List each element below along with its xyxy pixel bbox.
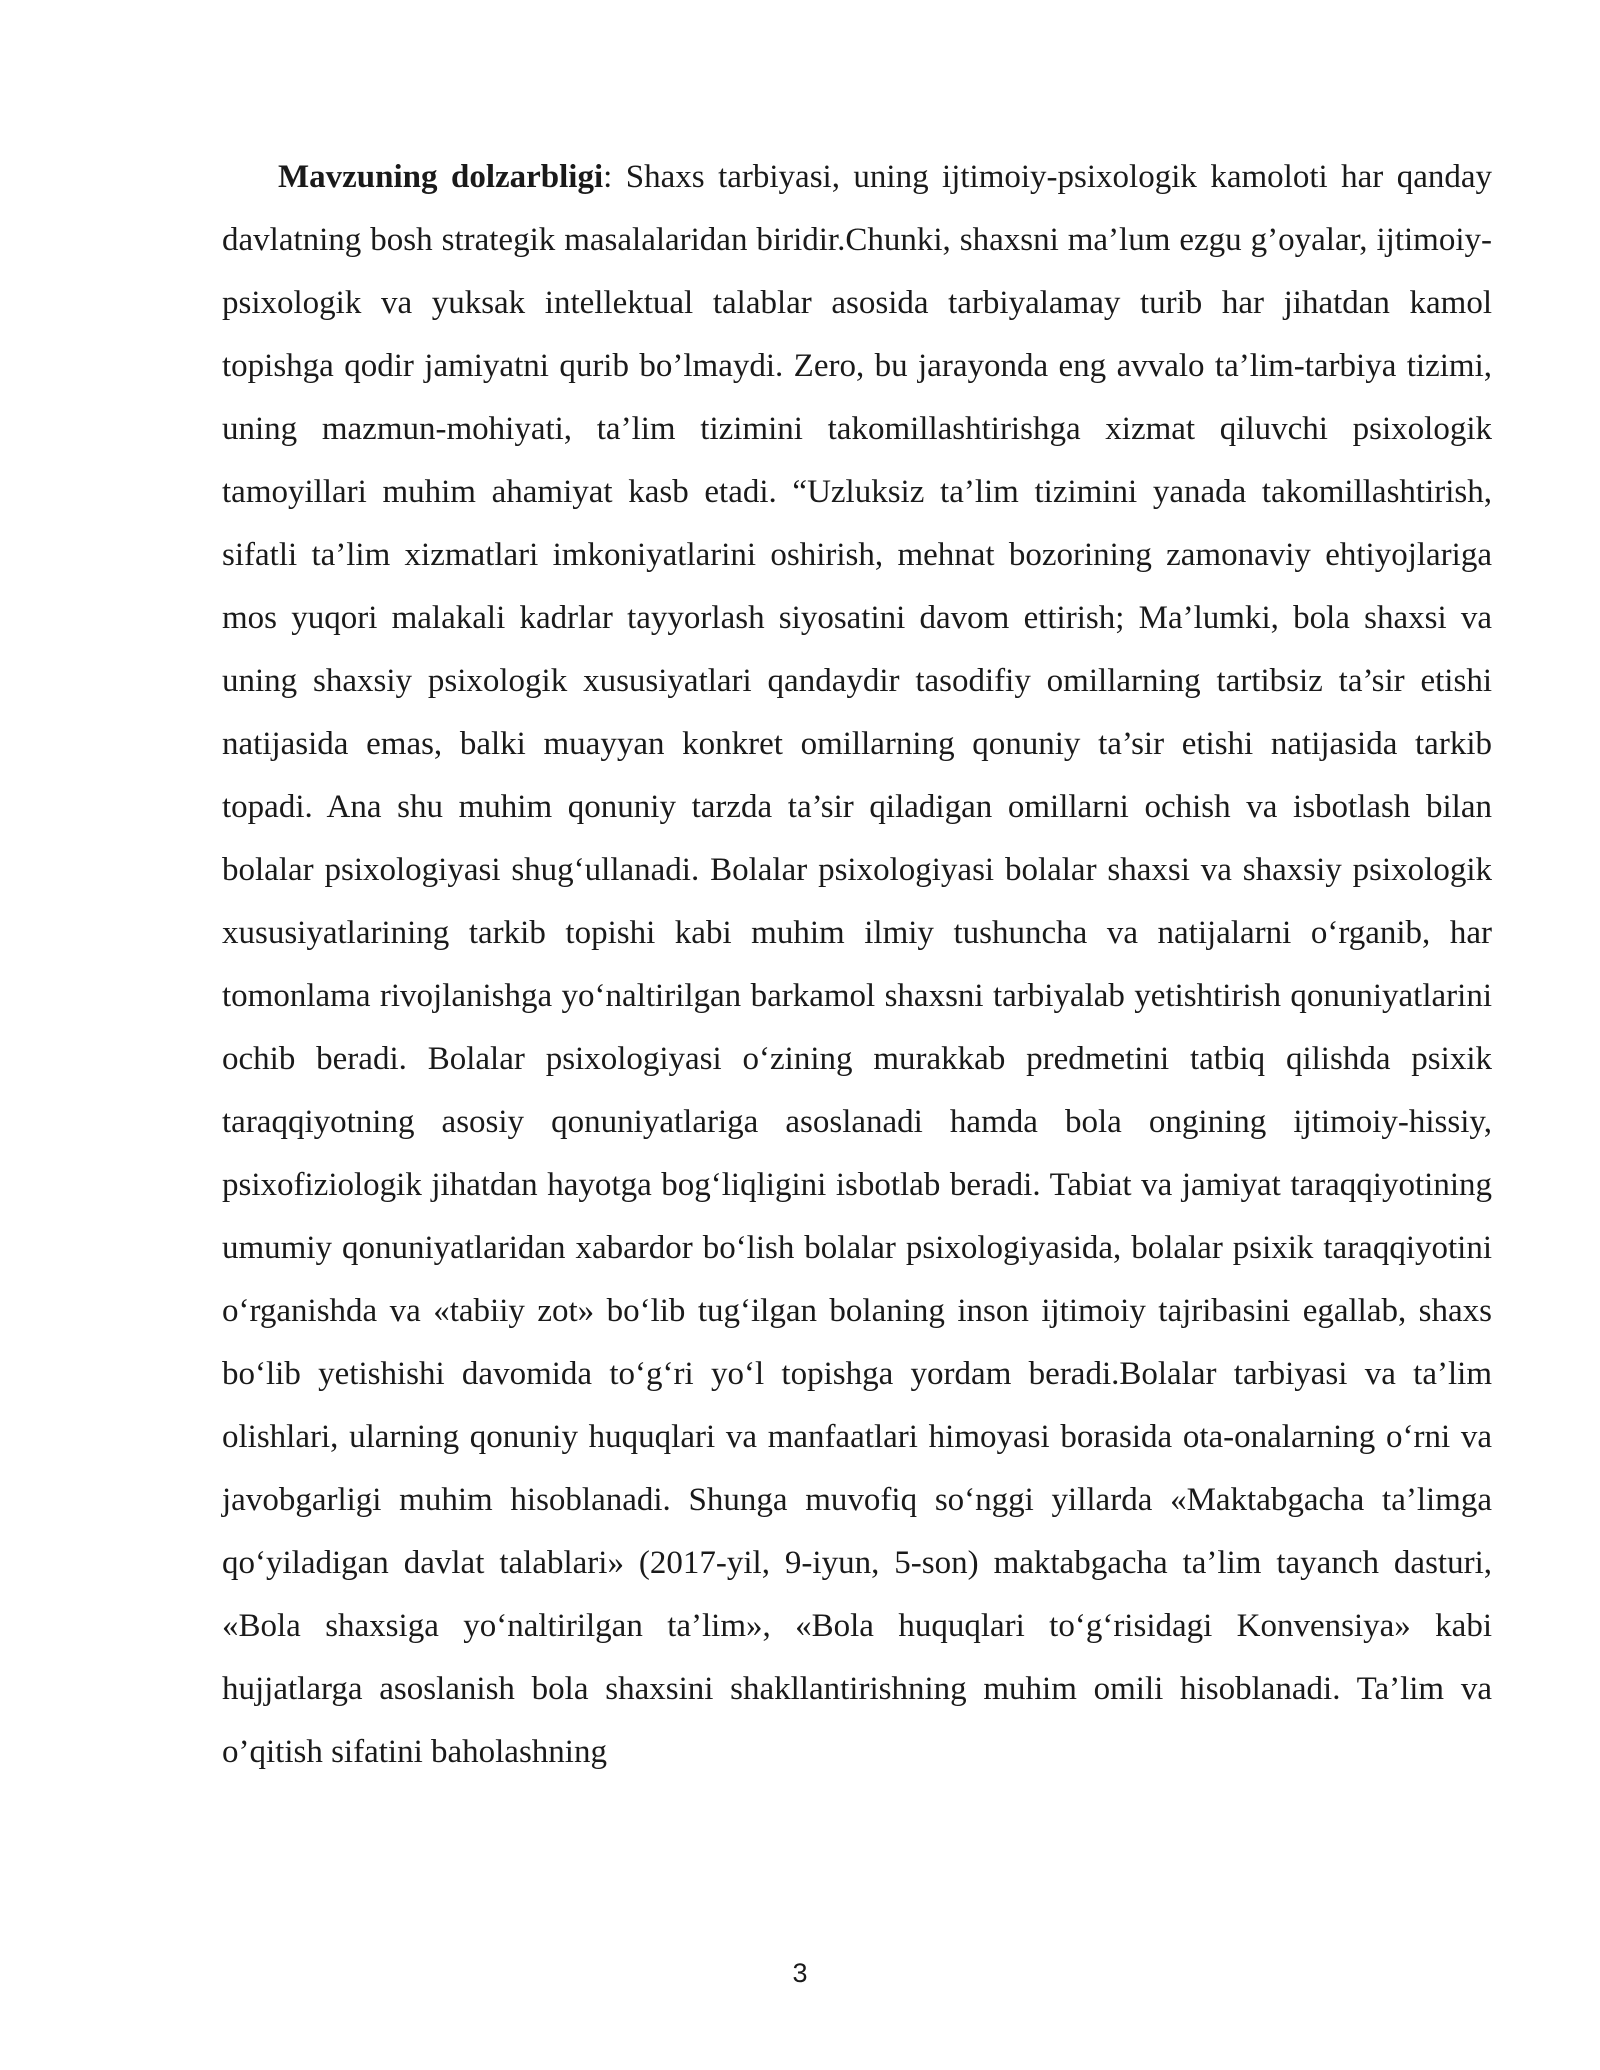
heading-colon: : [603,159,626,195]
heading-lead: Mavzuning dolzarbligi [278,159,604,195]
page-number: 3 [792,1958,808,1988]
paragraph-text: Shaxs tarbiyasi, uning ijtimoiy-psixologik kamoloti har qanday davlatning bosh strategik masalalaridan biridir.Chunki, shaxsni ma’lum ezgu g’oyalar, ijtimoiy-psixologik va yuksak intellektual talablar asosida tarbiyalamay turib har jihatdan kamol topishga qodir jamiyatni qurib bo’lmaydi. Zero, bu jarayonda eng avvalo ta’lim-tarbiya tizimi, uning mazmun-mohiyati, ta’lim tizimini takomillashtirishga xizmat qiluvchi psixologik tamoyillari muhim ahamiyat kasb etadi. “Uzluksiz ta’lim tizimini yanada takomillashtirish, sifatli ta’lim xizmatlari imkoniyatlarini oshirish, mehnat bozorining zamonaviy ehtiyojlariga mos yuqori malakali kadrlar tayyorlash siyosatini davom ettirish; Ma’lumki, bola shaxsi va uning shaxsiy psixologik xususiyatlari qandaydir tasodifiy omillarning tartibsiz ta’sir etishi natijasida emas, balki muayyan konkret omillarning qonuniy ta’sir etishi natijasida tarkib topadi. Ana shu muhim qonuniy tarzda ta’sir qiladigan omillarni ochish va isbotlash bilan bolalar psixologiyasi shug‘ullanadi. Bolalar psixologiyasi bolalar shaxsi va shaxsiy psixologik xususiyatlarining tarkib topishi kabi muhim ilmiy tushuncha va natijalarni o‘rganib, har tomonlama rivojlanishga yo‘naltirilgan barkamol shaxsni tarbiyalab yetishtirish qonuniyatlarini ochib beradi. Bolalar psixologiyasi o‘zining murakkab predmetini tatbiq qilishda psixik taraqqiyotning asosiy qonuniyatlariga asoslanadi hamda bola ongining ijtimoiy-hissiy, psixofiziologik jihatdan hayotga bog‘liqligini isbotlab beradi. Tabiat va jamiyat taraqqiyotining umumiy qonuniyatlaridan xabardor bo‘lish bolalar psixologiyasida, bolalar psixik taraqqiyotini o‘rganishda va «tabiiy zot» bo‘lib tug‘ilgan bolaning inson ijtimoiy tajribasini egallab, shaxs bo‘lib yetishishi davomida to‘g‘ri yo‘l topishga yordam beradi.Bolalar tarbiyasi va ta’lim olishlari, ularning qonuniy huquqlari va manfaatlari himoyasi borasida ota-onalarning o‘rni va javobgarligi muhim hisoblanadi. Shunga muvofiq so‘nggi yillarda «Maktabgacha ta’limga qo‘yiladigan davlat talablari» (2017-yil, 9-iyun, 5-son) maktabgacha ta’lim tayanch dasturi, «Bola shaxsiga yo‘naltirilgan ta’lim», «Bola huquqlari to‘g‘risidagi Konvensiya» kabi hujjatlarga asoslanish bola shaxsini shakllantirishning muhim omili hisoblanadi. Ta’lim va o’qitish sifatini baholashning [222,159,1492,1770]
body-paragraph [222,146,1492,1784]
